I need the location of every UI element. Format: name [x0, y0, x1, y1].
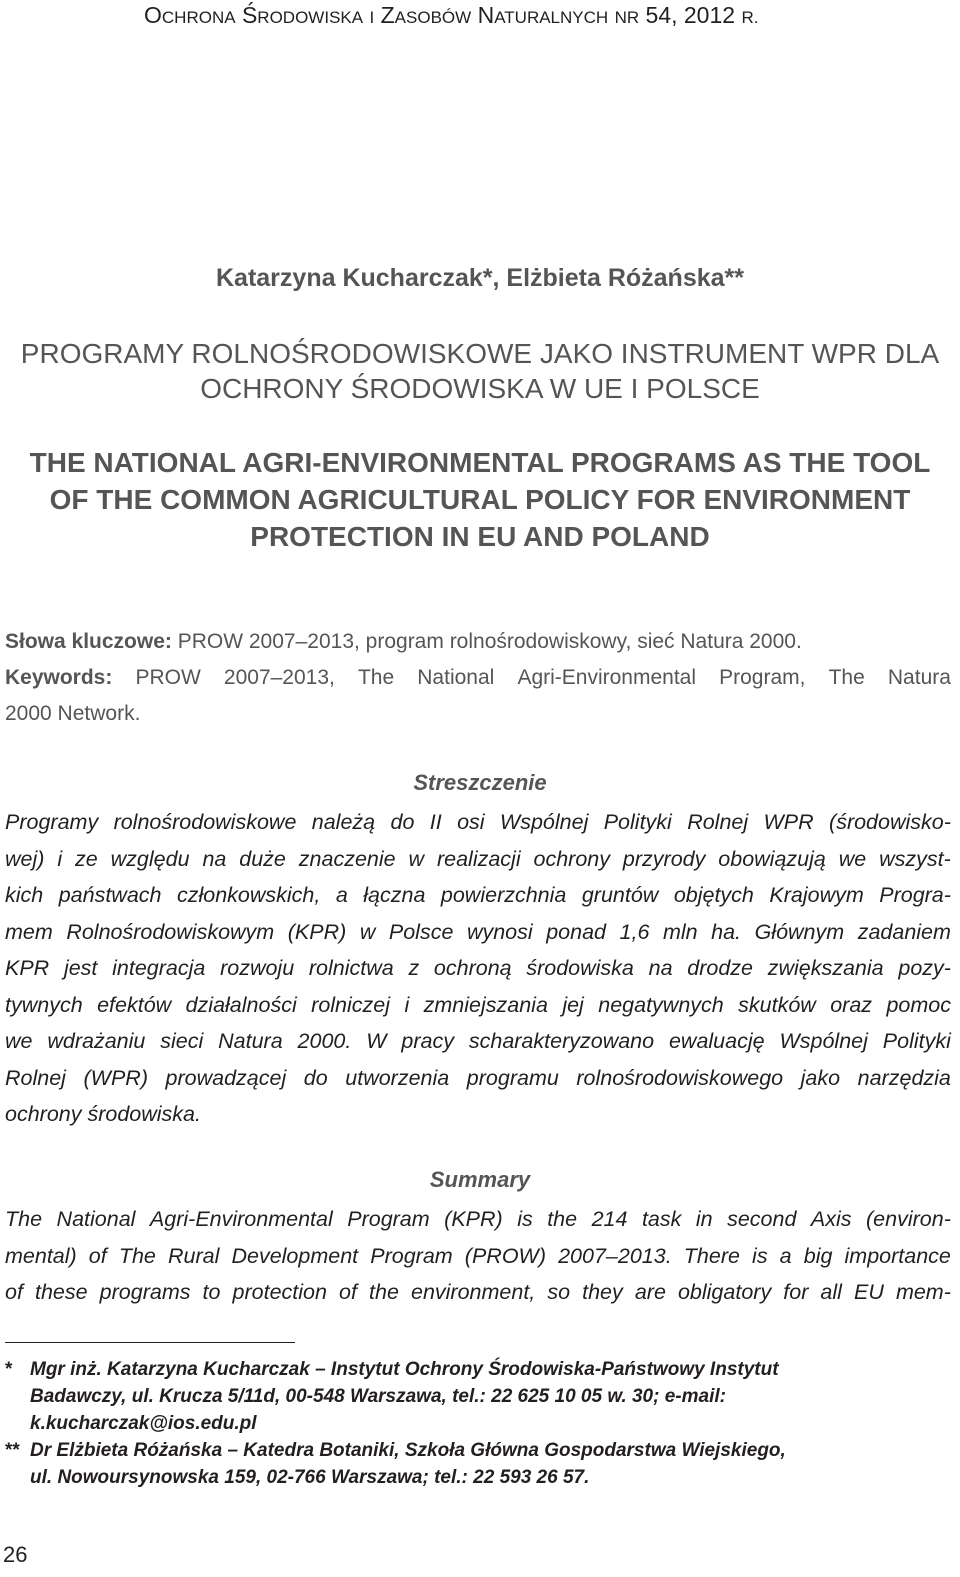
header-word: O: [144, 2, 162, 28]
footnote-divider: [5, 1342, 295, 1343]
word: Development: [231, 1243, 359, 1268]
keyword-word: The: [828, 666, 865, 689]
word: of: [339, 1280, 357, 1304]
abstract-english: [5, 1201, 951, 1311]
word: Wspólnej: [779, 1029, 868, 1053]
keyword-word: Natura: [887, 666, 951, 689]
header-word: NR: [614, 8, 640, 27]
word: Polityki: [603, 810, 672, 834]
text-line: [5, 1023, 951, 1060]
word: narzędzia: [857, 1065, 951, 1090]
word: There: [683, 1243, 740, 1268]
word: (environ-: [866, 1207, 951, 1231]
word: for: [783, 1280, 809, 1304]
word: środowiska: [526, 956, 634, 980]
word: obligatory: [677, 1280, 772, 1304]
word: Krajowym: [769, 883, 864, 907]
keyword-word: Agri-Environmental: [517, 666, 697, 689]
word: Program: [370, 1243, 453, 1268]
header-word: RODOWISKA: [257, 8, 364, 27]
word: all: [820, 1280, 842, 1304]
word: tywnych: [5, 992, 83, 1017]
word: Programy: [5, 810, 99, 834]
text-line: [5, 841, 951, 878]
keywords-polish: [5, 624, 951, 659]
word: kich: [5, 883, 44, 907]
word: i: [57, 846, 63, 871]
word: przyrody: [622, 846, 706, 871]
word: łączna: [363, 883, 426, 907]
word: zmniejszania: [423, 992, 548, 1017]
word: programu: [466, 1065, 559, 1090]
word: a: [779, 1243, 792, 1268]
word: rolnictwa: [308, 956, 394, 980]
word: pozy-: [898, 956, 951, 980]
word: osi: [457, 810, 485, 834]
keywords-english: [5, 660, 951, 695]
word: wdrażaniu: [47, 1029, 146, 1053]
word: z: [408, 956, 420, 980]
word: the: [547, 1207, 578, 1231]
word: w: [408, 846, 425, 871]
footnote-line: Mgr inż. Katarzyna Kucharczak – Instytut Ochrony Środowiska-Państwowy Instytut: [30, 1359, 779, 1380]
word: duże: [239, 846, 286, 871]
word: Głównym: [754, 919, 845, 944]
word: (KPR): [287, 919, 347, 944]
word: negatywnych: [598, 992, 724, 1017]
header-word: CHRONA: [161, 8, 236, 27]
word: względu: [110, 846, 190, 871]
word: of: [5, 1280, 23, 1304]
word: II: [429, 810, 442, 834]
word: big: [803, 1243, 833, 1268]
word: ze: [75, 846, 98, 871]
word: programs: [99, 1280, 191, 1304]
word: mem: [5, 919, 53, 944]
word: ewaluację: [668, 1029, 765, 1053]
word: task: [641, 1207, 682, 1231]
word: Rolnej: [687, 810, 749, 834]
word: państwach: [58, 883, 162, 907]
text-line: [5, 804, 951, 841]
word: utworzenia: [345, 1065, 450, 1090]
keywords-label: Słowa kluczowe:: [5, 630, 172, 653]
word: objętych: [673, 883, 754, 907]
word: the: [369, 1280, 399, 1304]
word: wszyst-: [879, 846, 951, 871]
footnote-2: [5, 1437, 945, 1491]
word: Rural: [167, 1243, 220, 1268]
text-line: [5, 877, 951, 914]
word: wej): [5, 846, 45, 871]
word: oraz: [830, 992, 873, 1017]
word: we: [5, 1029, 33, 1053]
word: mem-: [895, 1280, 951, 1304]
word: rolniczej: [311, 992, 391, 1017]
header-word: Ś: [241, 2, 258, 28]
word: 2000.: [297, 1029, 352, 1053]
section-heading-summary: Summary: [429, 1167, 531, 1192]
word: Polsce: [388, 919, 454, 944]
keyword-word: National: [417, 666, 495, 689]
word: so: [547, 1280, 571, 1304]
running-header: [144, 2, 758, 29]
word: do: [303, 1065, 328, 1090]
text-line: [5, 987, 951, 1024]
word: na: [202, 846, 227, 871]
word: rolnośrodowiskowego: [576, 1065, 784, 1090]
word: zadaniem: [857, 919, 951, 944]
text-line: [5, 1060, 951, 1097]
word: Wspólnej: [499, 810, 589, 834]
word: these: [35, 1280, 88, 1304]
word: członkowskich,: [176, 883, 321, 907]
word: National: [56, 1207, 136, 1231]
word: efektów: [97, 992, 172, 1017]
footnote-line: ul. Nowoursynowska 159, 02-766 Warszawa; tel.: 22 593 26 57.: [30, 1467, 590, 1488]
keywords-english-continued: 2000 Network.: [5, 702, 141, 725]
word: ochroną: [433, 956, 512, 980]
word: 214: [591, 1207, 628, 1231]
word: pomoc: [886, 992, 951, 1017]
footnotes: [5, 1356, 945, 1491]
word: rozwoju: [220, 956, 295, 980]
word: jej: [562, 992, 584, 1017]
word: prowadzącej: [165, 1065, 287, 1090]
footnote-mark: *: [5, 1359, 13, 1380]
word: W: [366, 1029, 387, 1053]
word: of: [88, 1243, 107, 1268]
header-issue: 54, 2012: [645, 2, 736, 28]
word: Rolnej: [5, 1065, 66, 1090]
word: i: [404, 992, 410, 1017]
word: The: [118, 1243, 156, 1268]
keywords-text: PROW 2007–2013, program rolnośrodowiskowy, sieć Natura 2000.: [177, 630, 802, 653]
footnote-1: [5, 1356, 945, 1437]
title-line: PROTECTION IN EU AND POLAND: [250, 521, 710, 552]
word: Axis: [810, 1207, 852, 1231]
word: mln: [662, 919, 698, 944]
word: (PROW): [464, 1243, 546, 1268]
word: Program: [347, 1207, 430, 1231]
keyword-word: Program,: [719, 666, 806, 689]
header-word: ASOBÓW: [394, 8, 472, 27]
footnote-line: Dr Elżbieta Różańska – Katedra Botaniki, Szkoła Główna Gospodarstwa Wiejskiego,: [30, 1440, 786, 1461]
word: 2007–2013.: [558, 1243, 672, 1268]
title-line: PROGRAMY ROLNOŚRODOWISKOWE JAKO INSTRUMENT WPR DLA: [20, 338, 940, 369]
text-line: ochrony środowiska.: [5, 1102, 201, 1126]
word: sieci: [160, 1029, 204, 1053]
word: scharakteryzowano: [468, 1029, 655, 1053]
word: are: [634, 1280, 666, 1304]
word: to: [202, 1280, 221, 1304]
page-number: 26: [3, 1542, 28, 1567]
word: is: [752, 1243, 768, 1268]
word: w: [359, 919, 376, 944]
title-line: THE NATIONAL AGRI-ENVIRONMENTAL PROGRAMS AS THE TOOL: [29, 447, 931, 478]
word: KPR: [5, 956, 50, 980]
word: EU: [854, 1280, 884, 1304]
footnote-email[interactable]: k.kucharczak@ios.edu.pl: [30, 1413, 257, 1434]
word: Natura: [218, 1029, 283, 1053]
word: (KPR): [444, 1207, 503, 1231]
word: importance: [844, 1243, 951, 1268]
word: realizacji: [436, 846, 521, 871]
keywords-label: Keywords:: [5, 666, 113, 689]
word: jako: [800, 1065, 841, 1090]
word: rolnośrodowiskowe: [113, 810, 297, 834]
word: powierzchnia: [440, 883, 567, 907]
word: drodze: [687, 956, 753, 980]
header-word: ATURALNYCH: [494, 8, 609, 27]
word: The: [5, 1207, 43, 1231]
word: WPR: [763, 810, 814, 834]
word: is: [517, 1207, 533, 1231]
word: Rolnośrodowiskowym: [66, 919, 275, 944]
keyword-word: PROW: [135, 666, 201, 689]
word: wynosi: [466, 919, 533, 944]
word: we: [838, 846, 867, 871]
text-line: [5, 950, 951, 987]
word: second: [727, 1207, 797, 1231]
keyword-word: 2007–2013,: [223, 666, 335, 689]
word: Polityki: [882, 1029, 951, 1053]
title-line: OF THE COMMON AGRICULTURAL POLICY FOR ENVIRONMENT: [49, 484, 911, 515]
word: skutków: [738, 992, 816, 1017]
word: in: [695, 1207, 713, 1231]
word: Progra-: [879, 883, 951, 907]
word: pracy: [401, 1029, 454, 1053]
word: znaczenie: [298, 846, 396, 871]
word: na: [648, 956, 673, 980]
word: obowiązują: [718, 846, 826, 871]
title-english: [0, 444, 960, 555]
header-word: Z: [380, 2, 395, 28]
word: do: [390, 810, 415, 834]
word: gruntów: [581, 883, 659, 907]
header-word: R.: [741, 8, 759, 27]
word: integracja: [112, 956, 206, 980]
word: ha.: [711, 919, 742, 944]
word: należą: [311, 810, 376, 834]
word: (środowisko-: [829, 810, 951, 834]
footnote-line: Badawczy, ul. Krucza 5/11d, 00-548 Warszawa, tel.: 22 625 10 05 w. 30; e-mail:: [30, 1386, 726, 1407]
word: 1,6: [619, 919, 650, 944]
word: they: [582, 1280, 623, 1304]
word: zwiększania: [767, 956, 884, 980]
authors: Katarzyna Kucharczak*, Elżbieta Różańska**: [216, 264, 744, 292]
word: protection: [232, 1280, 327, 1304]
keyword-word: The: [357, 666, 395, 689]
title-polish: [0, 336, 960, 406]
header-word: I: [369, 8, 375, 27]
word: environment,: [410, 1280, 536, 1304]
section-heading-streszczenie: Streszczenie: [413, 770, 547, 795]
text-line: [5, 914, 951, 951]
abstract-polish: [5, 804, 951, 1133]
word: ochrony: [533, 846, 611, 871]
word: Agri-Environmental: [149, 1207, 333, 1231]
header-word: N: [477, 2, 495, 28]
text-line: [5, 1238, 951, 1275]
footnote-mark: **: [5, 1440, 20, 1461]
word: (WPR): [83, 1065, 148, 1090]
text-line: [5, 1201, 951, 1238]
word: a: [335, 883, 348, 907]
text-line: [5, 1274, 951, 1311]
word: ponad: [546, 919, 606, 944]
word: mental): [5, 1243, 77, 1268]
word: działalności: [185, 992, 297, 1017]
title-line: OCHRONY ŚRODOWISKA W UE I POLSCE: [200, 373, 760, 404]
word: jest: [63, 956, 98, 980]
